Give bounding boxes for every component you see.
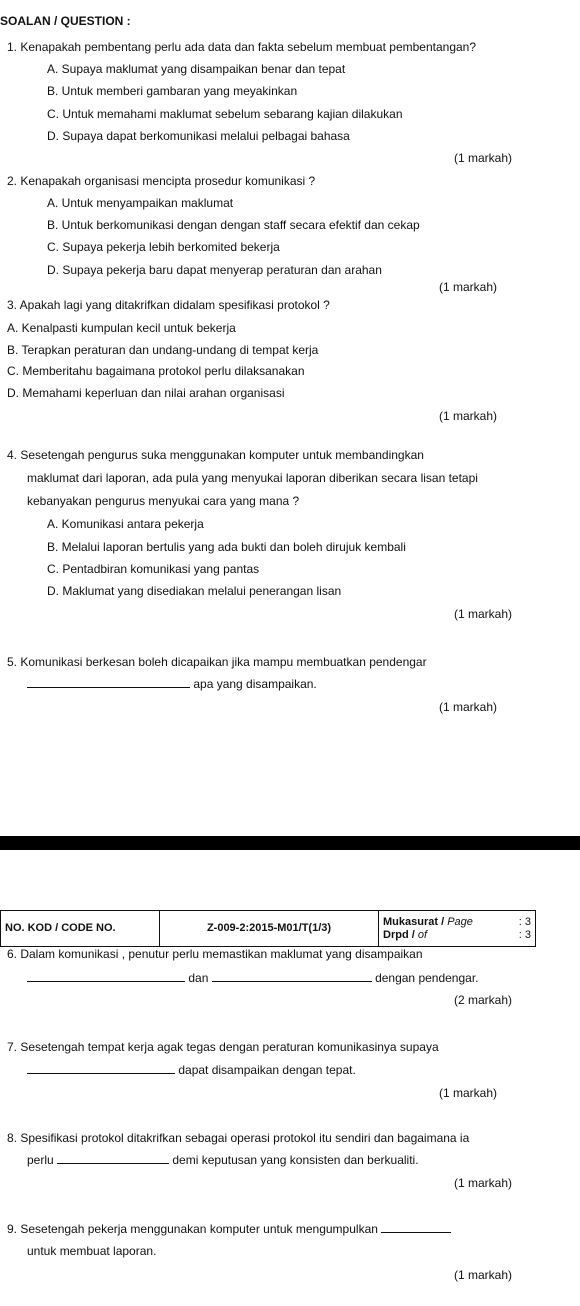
marks-4: (1 markah) <box>454 607 513 621</box>
page-info: Mukasurat / Page : 3 Drpd / of : 3 <box>379 911 536 947</box>
option-1a: A. Supaya maklumat yang disampaikan benar dan tepat <box>47 62 346 76</box>
question-4-line-2: maklumat dari laporan, ada pula yang menyukai laporan diberikan secara lisan tetapi <box>27 471 478 485</box>
question-4-line-1: 4. Sesetengah pengurus suka menggunakan komputer untuk membandingkan <box>7 448 424 462</box>
code-label: NO. KOD / CODE NO. <box>1 911 160 947</box>
question-7-text: 7. Sesetengah tempat kerja agak tegas dengan peraturan komunikasinya supaya <box>7 1040 439 1054</box>
option-1d: D. Supaya dapat berkomunikasi melalui pelbagai bahasa <box>47 129 350 143</box>
option-2a: A. Untuk menyampaikan maklumat <box>47 196 234 210</box>
option-1b: B. Untuk memberi gambaran yang meyakinkan <box>47 84 298 98</box>
question-8-line-2: perlu demi keputusan yang konsisten dan berkualiti. <box>27 1153 419 1167</box>
question-9-line-2: untuk membuat laporan. <box>27 1244 157 1258</box>
option-3d: D. Memahami keperluan dan nilai arahan organisasi <box>7 386 285 400</box>
option-3a: A. Kenalpasti kumpulan kecil untuk bekerja <box>7 321 236 335</box>
option-4d: D. Maklumat yang disediakan melalui penerangan lisan <box>47 584 342 598</box>
marks-9: (1 markah) <box>454 1268 513 1282</box>
option-4a: A. Komunikasi antara pekerja <box>47 517 204 531</box>
option-4b: B. Melalui laporan bertulis yang ada bukti dan boleh dirujuk kembali <box>47 540 406 554</box>
option-2d: D. Supaya pekerja baru dapat menyerap peraturan dan arahan <box>47 263 382 277</box>
answer-blank[interactable] <box>27 677 190 688</box>
marks-5: (1 markah) <box>439 700 498 714</box>
section-header: SOALAN / QUESTION : <box>0 14 131 28</box>
code-table <box>0 910 536 947</box>
code-value: Z-009-2:2015-M01/T(1/3) <box>160 911 379 947</box>
marks-7: (1 markah) <box>439 1086 498 1100</box>
option-4c: C. Pentadbiran komunikasi yang pantas <box>47 562 260 576</box>
question-6-text: 6. Dalam komunikasi , penutur perlu memastikan maklumat yang disampaikan <box>7 947 423 961</box>
answer-blank[interactable] <box>27 1063 175 1074</box>
marks-3: (1 markah) <box>439 409 498 423</box>
question-6-line-2: dan dengan pendengar. <box>27 971 479 986</box>
answer-blank[interactable] <box>212 971 372 982</box>
marks-8: (1 markah) <box>454 1176 513 1190</box>
option-1c: C. Untuk memahami maklumat sebelum sebarang kajian dilakukan <box>47 107 403 121</box>
page-total: : 3 <box>518 928 531 941</box>
option-2b: B. Untuk berkomunikasi dengan dengan staff secara efektif dan cekap <box>47 218 420 232</box>
option-3c: C. Memberitahu bagaimana protokol perlu dilaksanakan <box>7 364 305 378</box>
question-8-text: 8. Spesifikasi protokol ditakrifkan sebagai operasi protokol itu sendiri dan bagaimana ia <box>7 1131 470 1145</box>
question-5-text: 5. Komunikasi berkesan boleh dicapaikan jika mampu membuatkan pendengar <box>7 655 427 669</box>
question-5-line-2: apa yang disampaikan. <box>27 677 317 692</box>
page-separator <box>0 836 580 850</box>
question-4-line-3: kebanyakan pengurus menyukai cara yang mana ? <box>27 494 300 508</box>
marks-6: (2 markah) <box>454 993 513 1007</box>
answer-blank[interactable] <box>27 971 185 982</box>
page-number: : 3 <box>518 915 531 928</box>
marks-1: (1 markah) <box>454 151 513 165</box>
question-2-text: 2. Kenapakah organisasi mencipta prosedur komunikasi ? <box>7 174 316 188</box>
question-3-text: 3. Apakah lagi yang ditakrifkan didalam spesifikasi protokol ? <box>7 298 330 312</box>
answer-blank[interactable] <box>57 1153 169 1164</box>
option-2c: C. Supaya pekerja lebih berkomited bekerja <box>47 240 280 254</box>
question-9-text: 9. Sesetengah pekerja menggunakan komputer untuk mengumpulkan <box>7 1222 451 1237</box>
option-3b: B. Terapkan peraturan dan undang-undang di tempat kerja <box>7 343 319 357</box>
answer-blank[interactable] <box>381 1222 451 1233</box>
question-7-line-2: dapat disampaikan dengan tepat. <box>27 1063 356 1078</box>
marks-2: (1 markah) <box>439 280 498 294</box>
question-1-text: 1. Kenapakah pembentang perlu ada data dan fakta sebelum membuat pembentangan? <box>7 40 477 54</box>
